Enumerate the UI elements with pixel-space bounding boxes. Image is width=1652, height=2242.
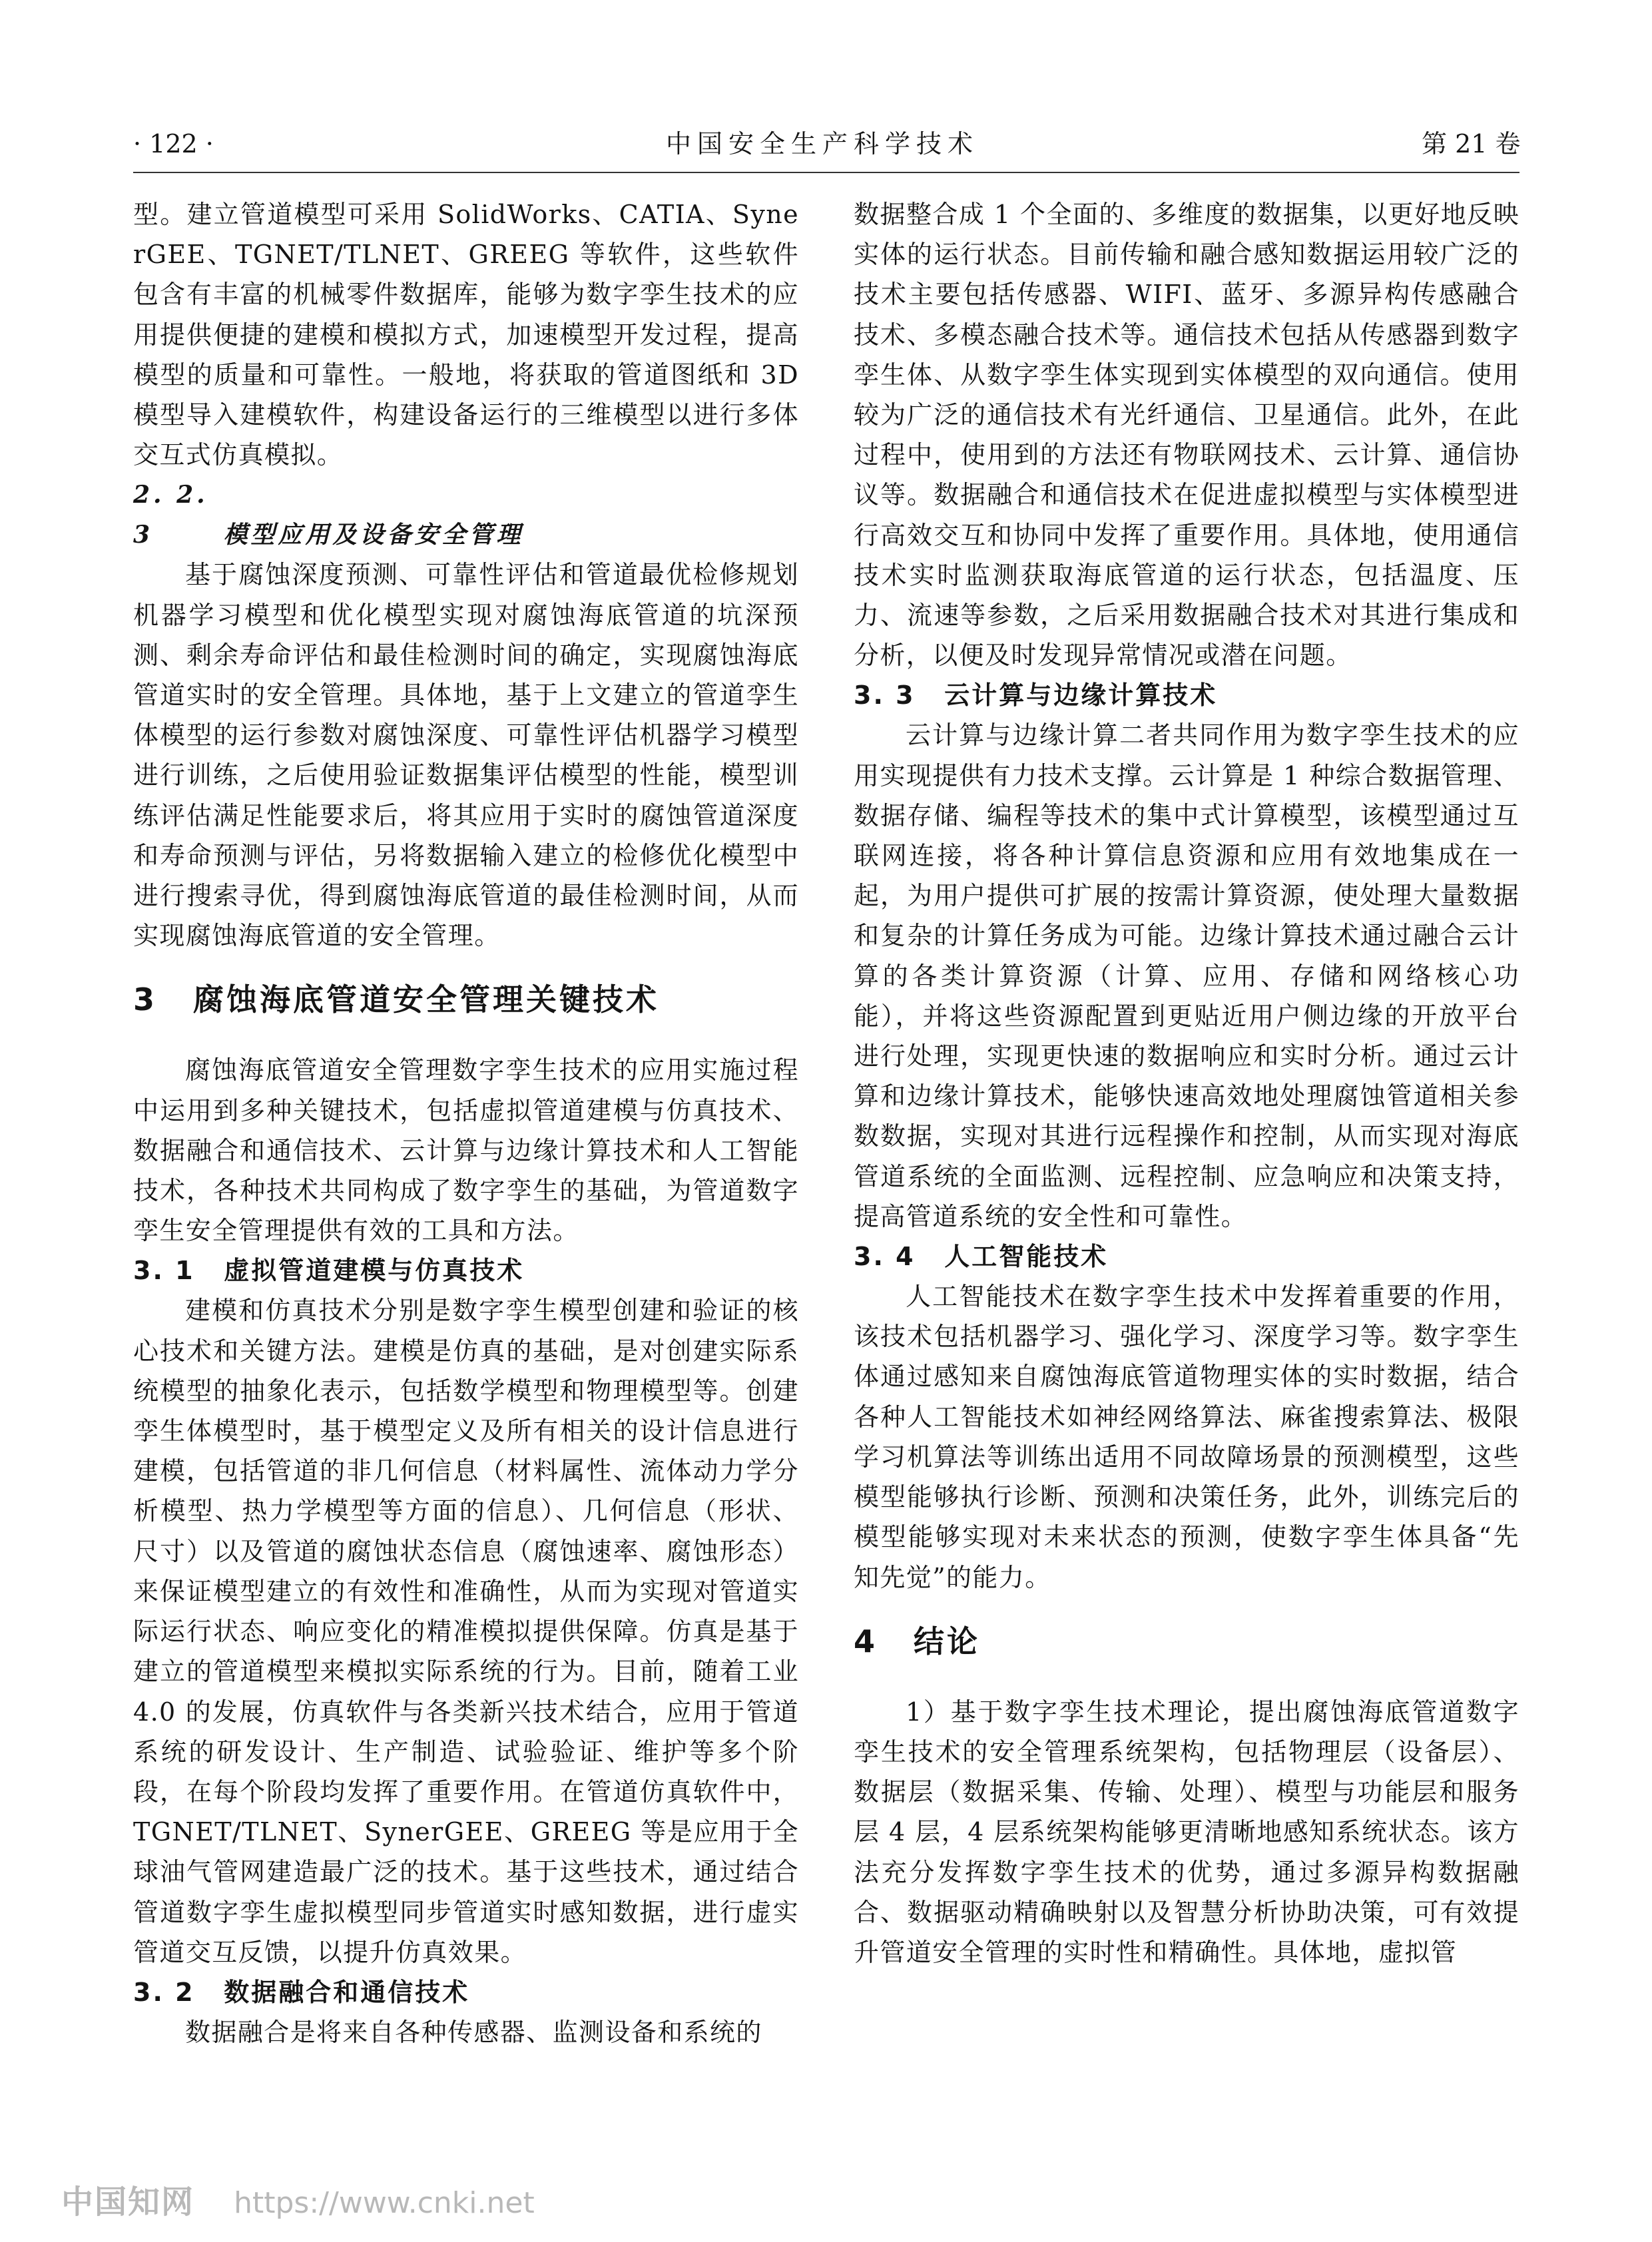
section-title: 结论 — [914, 1623, 981, 1659]
paragraph: 建模和仿真技术分别是数字孪生模型创建和验证的核心技术和关键方法。建模是仿真的基础，是对创建实际系统模型的抽象化表示，包括数学模型和物理模型等。创建孪生体模型时，基于模型定义及所有相关的设计信息进行建模，包括管道的非几何信息（材料属性、流体动力学分析模型、热力学模型等方面的信息）、几何信息（形状、尺寸）以及管道的腐蚀状态信息（腐蚀速率、腐蚀形态）来保证模型建立的有效性和准确性，从而为实现对管道实际运行状态、响应变化的精准模拟提供保障。仿真是基于建立的管道模型来模拟实际系统的行为。目前，随着工业 4.0 的发展，仿真软件与各类新兴技术结合，应用于管道系统的研发设计、生产制造、试验验证、维护等多个阶段，在每个阶段均发挥了重要作用。在管道仿真软件中，TGNET/TLNET、SynerGEE、GREEG 等是应用于全球油气管网建造最广泛的技术。基于这些技术，通过结合管道数字孪生虚拟模型同步管道实时感知数据，进行虚实管道交互反馈，以提升仿真效果。 — [133, 1296, 799, 1967]
section-number: 3. 3 — [854, 681, 916, 710]
section-title: 人工智能技术 — [944, 1242, 1109, 1272]
subsection-heading-3-4 — [854, 1237, 1519, 1276]
paragraph: 1）基于数字孪生技术理论，提出腐蚀海底管道数字孪生技术的安全管理系统架构，包括物理层（设备层）、数据层（数据采集、传输、处理）、模型与功能层和服务层 4 层，4 层系统架构能够更清晰地感知系统状态。该方法充分发挥数字孪生技术的优势，通过多源异构数据融合、数据驱动精确映射以及智慧分析协助决策，可有效提升管道安全管理的实时性和精确性。具体地，虚拟管 — [854, 1697, 1519, 1967]
section-heading-4 — [854, 1621, 1519, 1661]
volume-label: 第 21 卷 — [1422, 129, 1521, 158]
section-number: 3 — [133, 981, 158, 1018]
section-heading-3 — [133, 980, 799, 1019]
paragraph: 数据融合是将来自各种传感器、监测设备和系统的 — [185, 2017, 762, 2047]
left-column — [133, 194, 799, 2052]
section-title: 云计算与边缘计算技术 — [944, 681, 1218, 710]
section-number: 4 — [854, 1623, 878, 1659]
page-header — [0, 124, 1652, 164]
section-number: 3. 1 — [133, 1256, 195, 1286]
cnki-watermark — [61, 2176, 535, 2219]
paragraph: 人工智能技术在数字孪生技术中发挥着重要的作用，该技术包括机器学习、强化学习、深度学习等。数字孪生体通过感知来自腐蚀海底管道物理实体的实时数据，结合各种人工智能技术如神经网络算法、麻雀搜索算法、极限学习机算法等训练出适用不同故障场景的预测模型，这些模型能够执行诊断、预测和决策任务，此外，训练完后的模型能够实现对未来状态的预测，使数字孪生体具备“先知先觉”的能力。 — [854, 1282, 1519, 1592]
subsection-heading-3-1 — [133, 1251, 799, 1290]
section-title: 虚拟管道建模与仿真技术 — [224, 1256, 525, 1286]
section-number: 3. 2 — [133, 1977, 195, 2007]
paragraph-continued: 型。建立管道模型可采用 SolidWorks、CATIA、SynerGEE、TGNET/TLNET、GREEG 等软件，这些软件包含有丰富的机械零件数据库，能够为数字孪生技术的应用提供便捷的建模和模拟方式，加速模型开发过程，提高模型的质量和可靠性。一般地，将获取的管道图纸和 3D 模型导入建模软件，构建设备运行的三维模型以进行多体交互式仿真模拟。 — [133, 200, 799, 470]
section-title: 模型应用及设备安全管理 — [223, 521, 524, 549]
right-column — [854, 194, 1519, 1972]
subsection-heading-3-3 — [854, 675, 1519, 715]
header-divider — [133, 172, 1519, 173]
section-number: 2. 2. 3 — [133, 481, 208, 549]
watermark-url: https://www.cnki.net — [234, 2186, 535, 2220]
page-number: · 122 · — [133, 129, 214, 158]
section-number: 3. 4 — [854, 1242, 916, 1272]
subsection-heading-2-2-3 — [133, 475, 799, 555]
section-title: 腐蚀海底管道安全管理关键技术 — [193, 981, 660, 1018]
paragraph: 基于腐蚀深度预测、可靠性评估和管道最优检修规划机器学习模型和优化模型实现对腐蚀海底管道的坑深预测、剩余寿命评估和最佳检测时间的确定，实现腐蚀海底管道实时的安全管理。具体地，基于上文建立的管道孪生体模型的运行参数对腐蚀深度、可靠性评估机器学习模型进行训练，之后使用验证数据集评估模型的性能，模型训练评估满足性能要求后，将其应用于实时的腐蚀管道深度和寿命预测与评估，另将数据输入建立的检修优化模型中进行搜索寻优，得到腐蚀海底管道的最佳检测时间，从而实现腐蚀海底管道的安全管理。 — [133, 560, 799, 951]
paragraph: 腐蚀海底管道安全管理数字孪生技术的应用实施过程中运用到多种关键技术，包括虚拟管道建模与仿真技术、数据融合和通信技术、云计算与边缘计算技术和人工智能技术，各种技术共同构成了数字孪生的基础，为管道数字孪生安全管理提供有效的工具和方法。 — [133, 1055, 799, 1246]
paragraph-continued: 数据整合成 1 个全面的、多维度的数据集，以更好地反映实体的运行状态。目前传输和融合感知数据运用较广泛的技术主要包括传感器、WIFI、蓝牙、多源异构传感融合技术、多模态融合技术等。通信技术包括从传感器到数字孪生体、从数字孪生体实现到实体模型的双向通信。使用较为广泛的通信技术有光纤通信、卫星通信。此外，在此过程中，使用到的方法还有物联网技术、云计算、通信协议等。数据融合和通信技术在促进虚拟模型与实体模型进行高效交互和协同中发挥了重要作用。具体地，使用通信技术实时监测获取海底管道的运行状态，包括温度、压力、流速等参数，之后采用数据融合技术对其进行集成和分析，以便及时发现异常情况或潜在问题。 — [854, 200, 1519, 671]
watermark-logo: 中国知网 — [61, 2183, 195, 2221]
paragraph: 云计算与边缘计算二者共同作用为数字孪生技术的应用实现提供有力技术支撑。云计算是 1 种综合数据管理、数据存储、编程等技术的集中式计算模型，该模型通过互联网连接，将各种计算信息资源和应用有效地集成在一起，为用户提供可扩展的按需计算资源，使处理大量数据和复杂的计算任务成为可能。边缘计算技术通过融合云计算的各类计算资源（计算、应用、存储和网络核心功能），并将这些资源配置到更贴近用户侧边缘的开放平台进行处理，实现更快速的数据响应和实时分析。通过云计算和边缘计算技术，能够快速高效地处理腐蚀管道相关参数数据，实现对其进行远程操作和控制，从而实现对海底管道系统的全面监测、远程控制、应急响应和决策支持，提高管道系统的安全性和可靠性。 — [854, 720, 1519, 1231]
section-title: 数据融合和通信技术 — [224, 1977, 470, 2007]
subsection-heading-3-2 — [133, 1972, 799, 2012]
journal-title: 中国安全生产科学技术 — [666, 129, 979, 158]
